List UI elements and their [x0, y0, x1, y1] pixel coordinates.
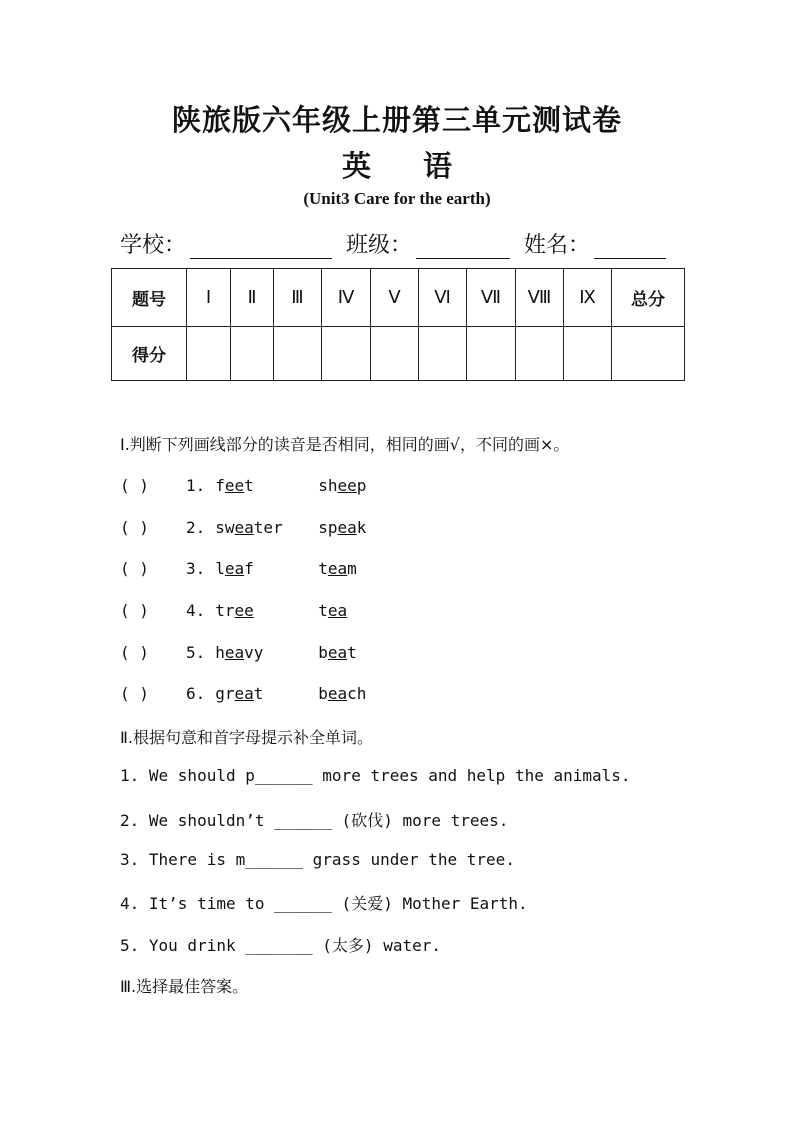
- word-b-suffix: p: [356, 476, 367, 495]
- word-a-prefix: tr: [215, 601, 235, 620]
- word-b-prefix: sh: [318, 476, 338, 495]
- word-b-prefix: t: [318, 559, 328, 578]
- word-b-suffix: k: [356, 518, 367, 537]
- fill-item-5: 5. You drink _______ (太多) water.: [120, 936, 441, 955]
- class-label: 班级：: [346, 233, 413, 258]
- col-3: Ⅲ: [274, 269, 322, 327]
- score-cell[interactable]: [322, 327, 371, 381]
- page-title: 陕旅版六年级上册第三单元测试卷: [171, 103, 622, 137]
- judge-item: [120, 684, 366, 703]
- word-a-underlined: ea: [224, 559, 245, 578]
- word-a: [215, 601, 318, 620]
- word-b-prefix: b: [318, 643, 328, 662]
- section-1-heading: I.判断下列画线部分的读音是否相同，相同的画√，不同的画×。: [120, 435, 570, 454]
- word-a-suffix: ter: [253, 518, 283, 537]
- score-cell[interactable]: [612, 327, 685, 381]
- word-a: [215, 518, 318, 537]
- score-cell[interactable]: [187, 327, 231, 381]
- col-4: Ⅳ: [322, 269, 371, 327]
- word-a-underlined: ee: [234, 601, 254, 620]
- answer-parentheses[interactable]: ( ): [120, 601, 149, 620]
- word-b: [318, 476, 366, 495]
- subject-char-1: 英: [341, 149, 371, 183]
- score-cell[interactable]: [516, 327, 564, 381]
- col-2: Ⅱ: [231, 269, 274, 327]
- word-b-underlined: ea: [327, 643, 348, 662]
- word-b-underlined: ea: [337, 518, 357, 537]
- item-number: 3.: [186, 559, 206, 578]
- score-cell[interactable]: [419, 327, 467, 381]
- fill-item-1: 1. We should p______ more trees and help the animals.: [120, 766, 631, 785]
- score-table: [111, 268, 685, 381]
- section-3-heading: Ⅲ.选择最佳答案。: [120, 977, 249, 996]
- word-b: [318, 559, 357, 578]
- score-header: 得分: [112, 327, 187, 381]
- col-1: Ⅰ: [187, 269, 231, 327]
- word-a-prefix: h: [215, 643, 225, 662]
- answer-parentheses[interactable]: ( ): [120, 518, 149, 537]
- question-number-header: 题号: [112, 269, 187, 327]
- word-b: [318, 518, 366, 537]
- subject-char-2: 语: [423, 149, 453, 183]
- word-a-prefix: sw: [215, 518, 235, 537]
- word-b-suffix: t: [347, 643, 357, 662]
- word-a: [215, 684, 318, 703]
- word-a-underlined: ea: [224, 643, 245, 662]
- answer-parentheses[interactable]: ( ): [120, 643, 149, 662]
- word-a-prefix: l: [215, 559, 225, 578]
- score-cell[interactable]: [274, 327, 322, 381]
- word-b: [318, 684, 366, 703]
- word-b: [318, 601, 347, 620]
- score-cell[interactable]: [467, 327, 516, 381]
- word-a-prefix: gr: [215, 684, 235, 703]
- word-b: [318, 643, 357, 662]
- word-a-underlined: ee: [224, 476, 245, 495]
- score-table-header-row: [112, 269, 685, 327]
- name-label: 姓名：: [524, 233, 591, 258]
- word-a-suffix: vy: [244, 643, 264, 662]
- word-b-prefix: b: [318, 684, 328, 703]
- col-9: Ⅸ: [564, 269, 612, 327]
- fill-item-2: 2. We shouldn’t ______ (砍伐) more trees.: [120, 811, 509, 830]
- school-label: 学校：: [120, 233, 187, 258]
- school-blank[interactable]: [190, 236, 332, 259]
- section-2-heading: Ⅱ.根据句意和首字母提示补全单词。: [120, 728, 373, 747]
- score-cell[interactable]: [231, 327, 274, 381]
- col-7: Ⅶ: [467, 269, 516, 327]
- judge-item: [120, 518, 366, 537]
- word-a: [215, 643, 318, 662]
- item-number: 5.: [186, 643, 206, 662]
- fill-item-4: 4. It’s time to ______ (关爱) Mother Earth.: [120, 894, 528, 913]
- col-6: Ⅵ: [419, 269, 467, 327]
- word-a-underlined: ea: [234, 684, 254, 703]
- item-number: 2.: [186, 518, 206, 537]
- class-blank[interactable]: [416, 236, 510, 259]
- unit-subtitle: (Unit3 Care for the earth): [303, 189, 491, 208]
- word-b-underlined: ea: [327, 684, 348, 703]
- score-cell[interactable]: [371, 327, 419, 381]
- word-a-prefix: f: [215, 476, 225, 495]
- word-a: [215, 559, 318, 578]
- fill-item-3: 3. There is m______ grass under the tree.: [120, 850, 515, 869]
- score-cell[interactable]: [564, 327, 612, 381]
- word-b-prefix: sp: [318, 518, 338, 537]
- col-8: Ⅷ: [516, 269, 564, 327]
- word-a: [215, 476, 318, 495]
- answer-parentheses[interactable]: ( ): [120, 684, 149, 703]
- word-b-suffix: m: [347, 559, 357, 578]
- word-b-suffix: ch: [347, 684, 367, 703]
- judge-item: [120, 643, 357, 662]
- judge-item: [120, 476, 366, 495]
- answer-parentheses[interactable]: ( ): [120, 476, 149, 495]
- col-5: Ⅴ: [371, 269, 419, 327]
- word-b-underlined: ea: [327, 559, 348, 578]
- word-b-underlined: ee: [337, 476, 357, 495]
- word-a-suffix: t: [253, 684, 264, 703]
- item-number: 6.: [186, 684, 206, 703]
- total-header: 总分: [612, 269, 685, 327]
- word-b-underlined: ea: [327, 601, 348, 620]
- word-a-suffix: t: [244, 476, 254, 495]
- word-a-underlined: ea: [234, 518, 254, 537]
- word-a-suffix: f: [244, 559, 254, 578]
- item-number: 4.: [186, 601, 206, 620]
- item-number: 1.: [186, 476, 206, 495]
- word-b-prefix: t: [318, 601, 328, 620]
- judge-item: [120, 559, 357, 578]
- name-blank[interactable]: [594, 236, 666, 259]
- score-table-score-row: [112, 327, 685, 381]
- answer-parentheses[interactable]: ( ): [120, 559, 149, 578]
- student-info-line: [120, 228, 666, 259]
- judge-item: [120, 601, 347, 620]
- subject-title: [0, 144, 794, 185]
